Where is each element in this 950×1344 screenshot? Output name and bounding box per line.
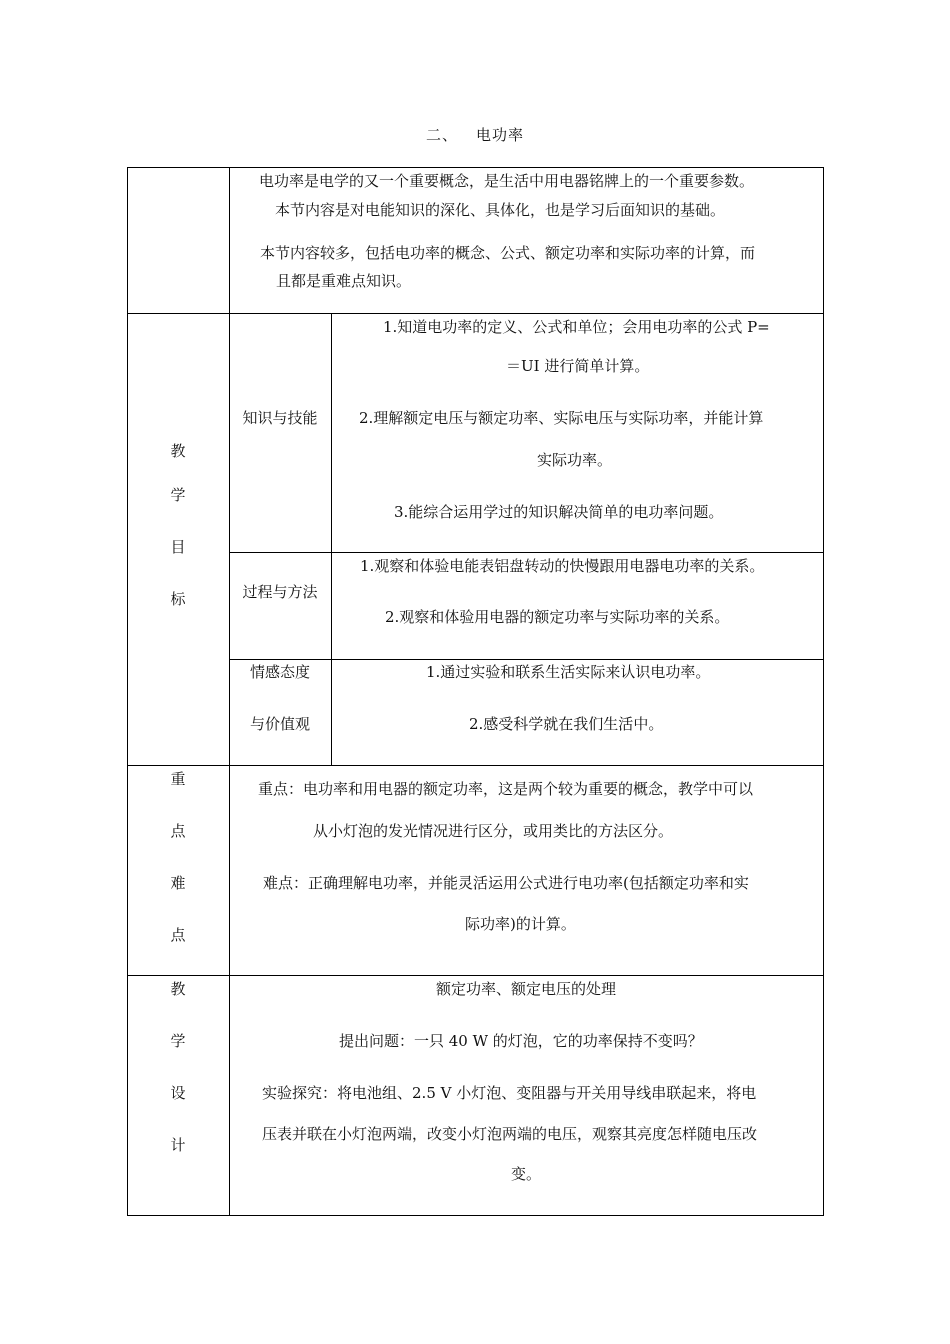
process-line-1: 1.观察和体验电能表铝盘转动的快慢跟用电器电功率的关系。 [360, 557, 765, 575]
title-text: 电功率 [476, 126, 525, 144]
intro-line-4: 且都是重难点知识。 [276, 272, 412, 290]
key-points-line-3: 难点：正确理解电功率，并能灵活运用公式进行电功率(包括额定功率和实 [263, 874, 749, 892]
design-label-char: 设 [170, 1084, 186, 1102]
design-line-5: 变。 [511, 1165, 542, 1183]
key-points-line-4: 际功率)的计算。 [465, 915, 576, 933]
design-line-4: 压表并联在小灯泡两端，改变小灯泡两端的电压，观察其亮度怎样随电压改 [262, 1125, 758, 1143]
title-number: 二、 [425, 126, 458, 144]
key-points-label-char: 点 [170, 926, 186, 944]
knowledge-line-4: 实际功率。 [537, 451, 613, 469]
table-border-right [823, 167, 824, 1216]
objectives-label-char: 目 [170, 538, 186, 556]
objectives-label-char: 标 [170, 590, 186, 608]
key-points-label-char: 重 [170, 770, 186, 788]
row-divider-2 [127, 765, 824, 766]
knowledge-label: 知识与技能 [242, 409, 318, 427]
knowledge-line-3: 2.理解额定电压与额定功率、实际电压与实际功率，并能计算 [359, 409, 764, 427]
intro-line-3: 本节内容较多，包括电功率的概念、公式、额定功率和实际功率的计算，而 [260, 244, 756, 262]
emotion-line-2: 2.感受科学就在我们生活中。 [469, 715, 664, 733]
emotion-line-1: 1.通过实验和联系生活实际来认识电功率。 [426, 663, 711, 681]
knowledge-line-1: 1.知道电功率的定义、公式和单位；会用电功率的公式 P= [383, 318, 770, 336]
table-border-top [127, 167, 824, 168]
emotion-label-line-2: 与价值观 [249, 715, 310, 733]
knowledge-line-2: ＝UI 进行简单计算。 [506, 357, 650, 375]
design-label-char: 学 [170, 1032, 186, 1050]
intro-line-1: 电功率是电学的又一个重要概念，是生活中用电器铭牌上的一个重要参数。 [259, 172, 755, 190]
emotion-label-line-1: 情感态度 [249, 663, 310, 681]
column-divider-1 [229, 167, 230, 1216]
page-title [0, 124, 950, 145]
key-points-label-char: 难 [170, 874, 186, 892]
key-points-label-char: 点 [170, 822, 186, 840]
row-divider-obj-2 [229, 659, 824, 660]
objectives-label-char: 教 [170, 442, 186, 460]
design-label-char: 教 [170, 980, 186, 998]
process-label: 过程与方法 [242, 583, 318, 601]
key-points-line-1: 重点：电功率和用电器的额定功率，这是两个较为重要的概念，教学中可以 [258, 780, 754, 798]
row-divider-obj-1 [229, 552, 824, 553]
column-divider-2 [331, 313, 332, 766]
objectives-label-char: 学 [170, 486, 186, 504]
design-label-char: 计 [170, 1136, 186, 1154]
design-line-3: 实验探究：将电池组、2.5 V 小灯泡、变阻器与开关用导线串联起来，将电 [262, 1084, 757, 1102]
row-divider-1 [127, 313, 824, 314]
table-border-bottom [127, 1215, 824, 1216]
design-line-2: 提出问题：一只 40 W 的灯泡，它的功率保持不变吗？ [339, 1032, 703, 1050]
key-points-line-2: 从小灯泡的发光情况进行区分，或用类比的方法区分。 [313, 822, 674, 840]
process-line-2: 2.观察和体验用电器的额定功率与实际功率的关系。 [385, 608, 730, 626]
knowledge-line-5: 3.能综合运用学过的知识解决简单的电功率问题。 [394, 503, 724, 521]
row-divider-3 [127, 975, 824, 976]
design-heading: 额定功率、额定电压的处理 [436, 980, 617, 998]
table-border-left [127, 167, 128, 1216]
intro-line-2: 本节内容是对电能知识的深化、具体化，也是学习后面知识的基础。 [275, 201, 726, 219]
